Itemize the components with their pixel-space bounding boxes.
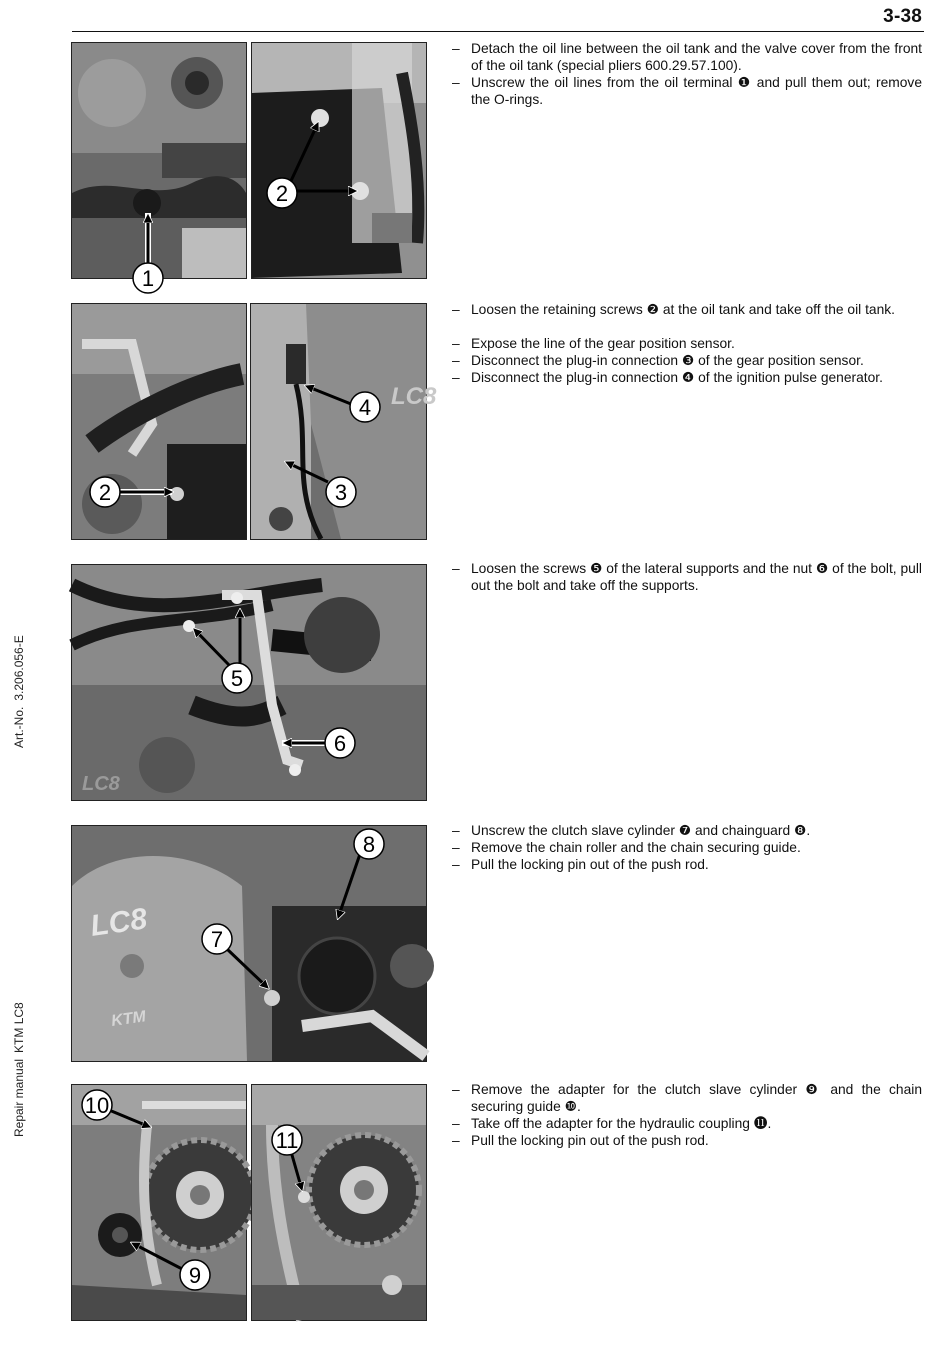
lc-logo-text-2: LC8 — [82, 773, 120, 795]
instructions-section-4 — [452, 822, 922, 873]
instruction-item: – Detach the oil line between the oil tank and the valve cover from the front of the oil tank (special pliers 600.29.57.100). — [452, 40, 922, 74]
instruction-item: – Take off the adapter for the hydraulic coupling ⓫. — [452, 1115, 922, 1132]
photo-oil-terminal — [71, 42, 247, 291]
callout-1: 1 — [141, 266, 155, 291]
instruction-item: – Loosen the retaining screws ❷ at the oil tank and take off the oil tank. — [452, 301, 922, 318]
callout-8: 8 — [362, 832, 376, 857]
article-number: 3.206.056-E — [12, 635, 26, 701]
instructions-section-5 — [452, 1081, 922, 1149]
callout-9: 9 — [188, 1263, 202, 1288]
callout-3: 3 — [334, 480, 348, 505]
manual-name: KTM LC8 — [12, 1002, 26, 1053]
lc8-engine-logo: LC8 — [88, 902, 150, 943]
photo-oil-tank-left — [71, 303, 247, 540]
callout-5: 5 — [230, 666, 244, 691]
lc-logo-text: LC8 — [391, 383, 437, 410]
ktm-engine-logo: KTM — [110, 1008, 147, 1030]
article-number-label — [12, 629, 26, 748]
instruction-item: – Disconnect the plug-in connection ❹ of the ignition pulse generator. — [452, 369, 922, 386]
header-rule — [72, 31, 924, 32]
instruction-item: – Pull the locking pin out of the push rod. — [452, 1132, 922, 1149]
manual-prefix: Repair manual — [12, 1058, 26, 1137]
instruction-item: – Unscrew the oil lines from the oil terminal ❶ and pull them out; remove the O-rings. — [452, 74, 922, 108]
callout-6: 6 — [333, 731, 347, 756]
callout-2a: 2 — [275, 181, 289, 206]
callout-10: 10 — [84, 1093, 110, 1118]
instruction-item: – Remove the chain roller and the chain securing guide. — [452, 839, 922, 856]
instruction-item: – Loosen the screws ❺ of the lateral supports and the nut ❻ of the bolt, pull out the bolt and take off the supports. — [452, 560, 922, 594]
instruction-item: – Expose the line of the gear position sensor. — [452, 335, 922, 352]
page-number: 3-38 — [883, 6, 922, 27]
manual-name-label — [12, 996, 26, 1137]
instructions-section-2 — [452, 301, 922, 386]
article-number-prefix: Art.-No. — [12, 706, 26, 748]
photo-lateral-supports — [71, 564, 427, 801]
photo-adapter-chain-guide — [71, 1084, 247, 1321]
instruction-item: – Pull the locking pin out of the push rod. — [452, 856, 922, 873]
instructions-section-1 — [452, 40, 922, 108]
instructions-section-3 — [452, 560, 922, 594]
instruction-item: – Unscrew the clutch slave cylinder ❼ and chainguard ❽. — [452, 822, 922, 839]
instruction-item: – Disconnect the plug-in connection ❸ of the gear position sensor. — [452, 352, 922, 369]
callout-7: 7 — [210, 927, 224, 952]
photo-plug-connections — [250, 303, 437, 540]
callout-4: 4 — [358, 395, 372, 420]
callout-11: 11 — [275, 1128, 299, 1153]
instruction-item: – Remove the adapter for the clutch slave cylinder ❾ and the chain securing guide ❿. — [452, 1081, 922, 1115]
photo-clutch-slave-cylinder — [71, 825, 427, 1062]
callout-2b: 2 — [98, 480, 112, 505]
photo-hydraulic-coupling — [251, 1084, 427, 1321]
photo-oil-tank-screws — [251, 42, 427, 279]
